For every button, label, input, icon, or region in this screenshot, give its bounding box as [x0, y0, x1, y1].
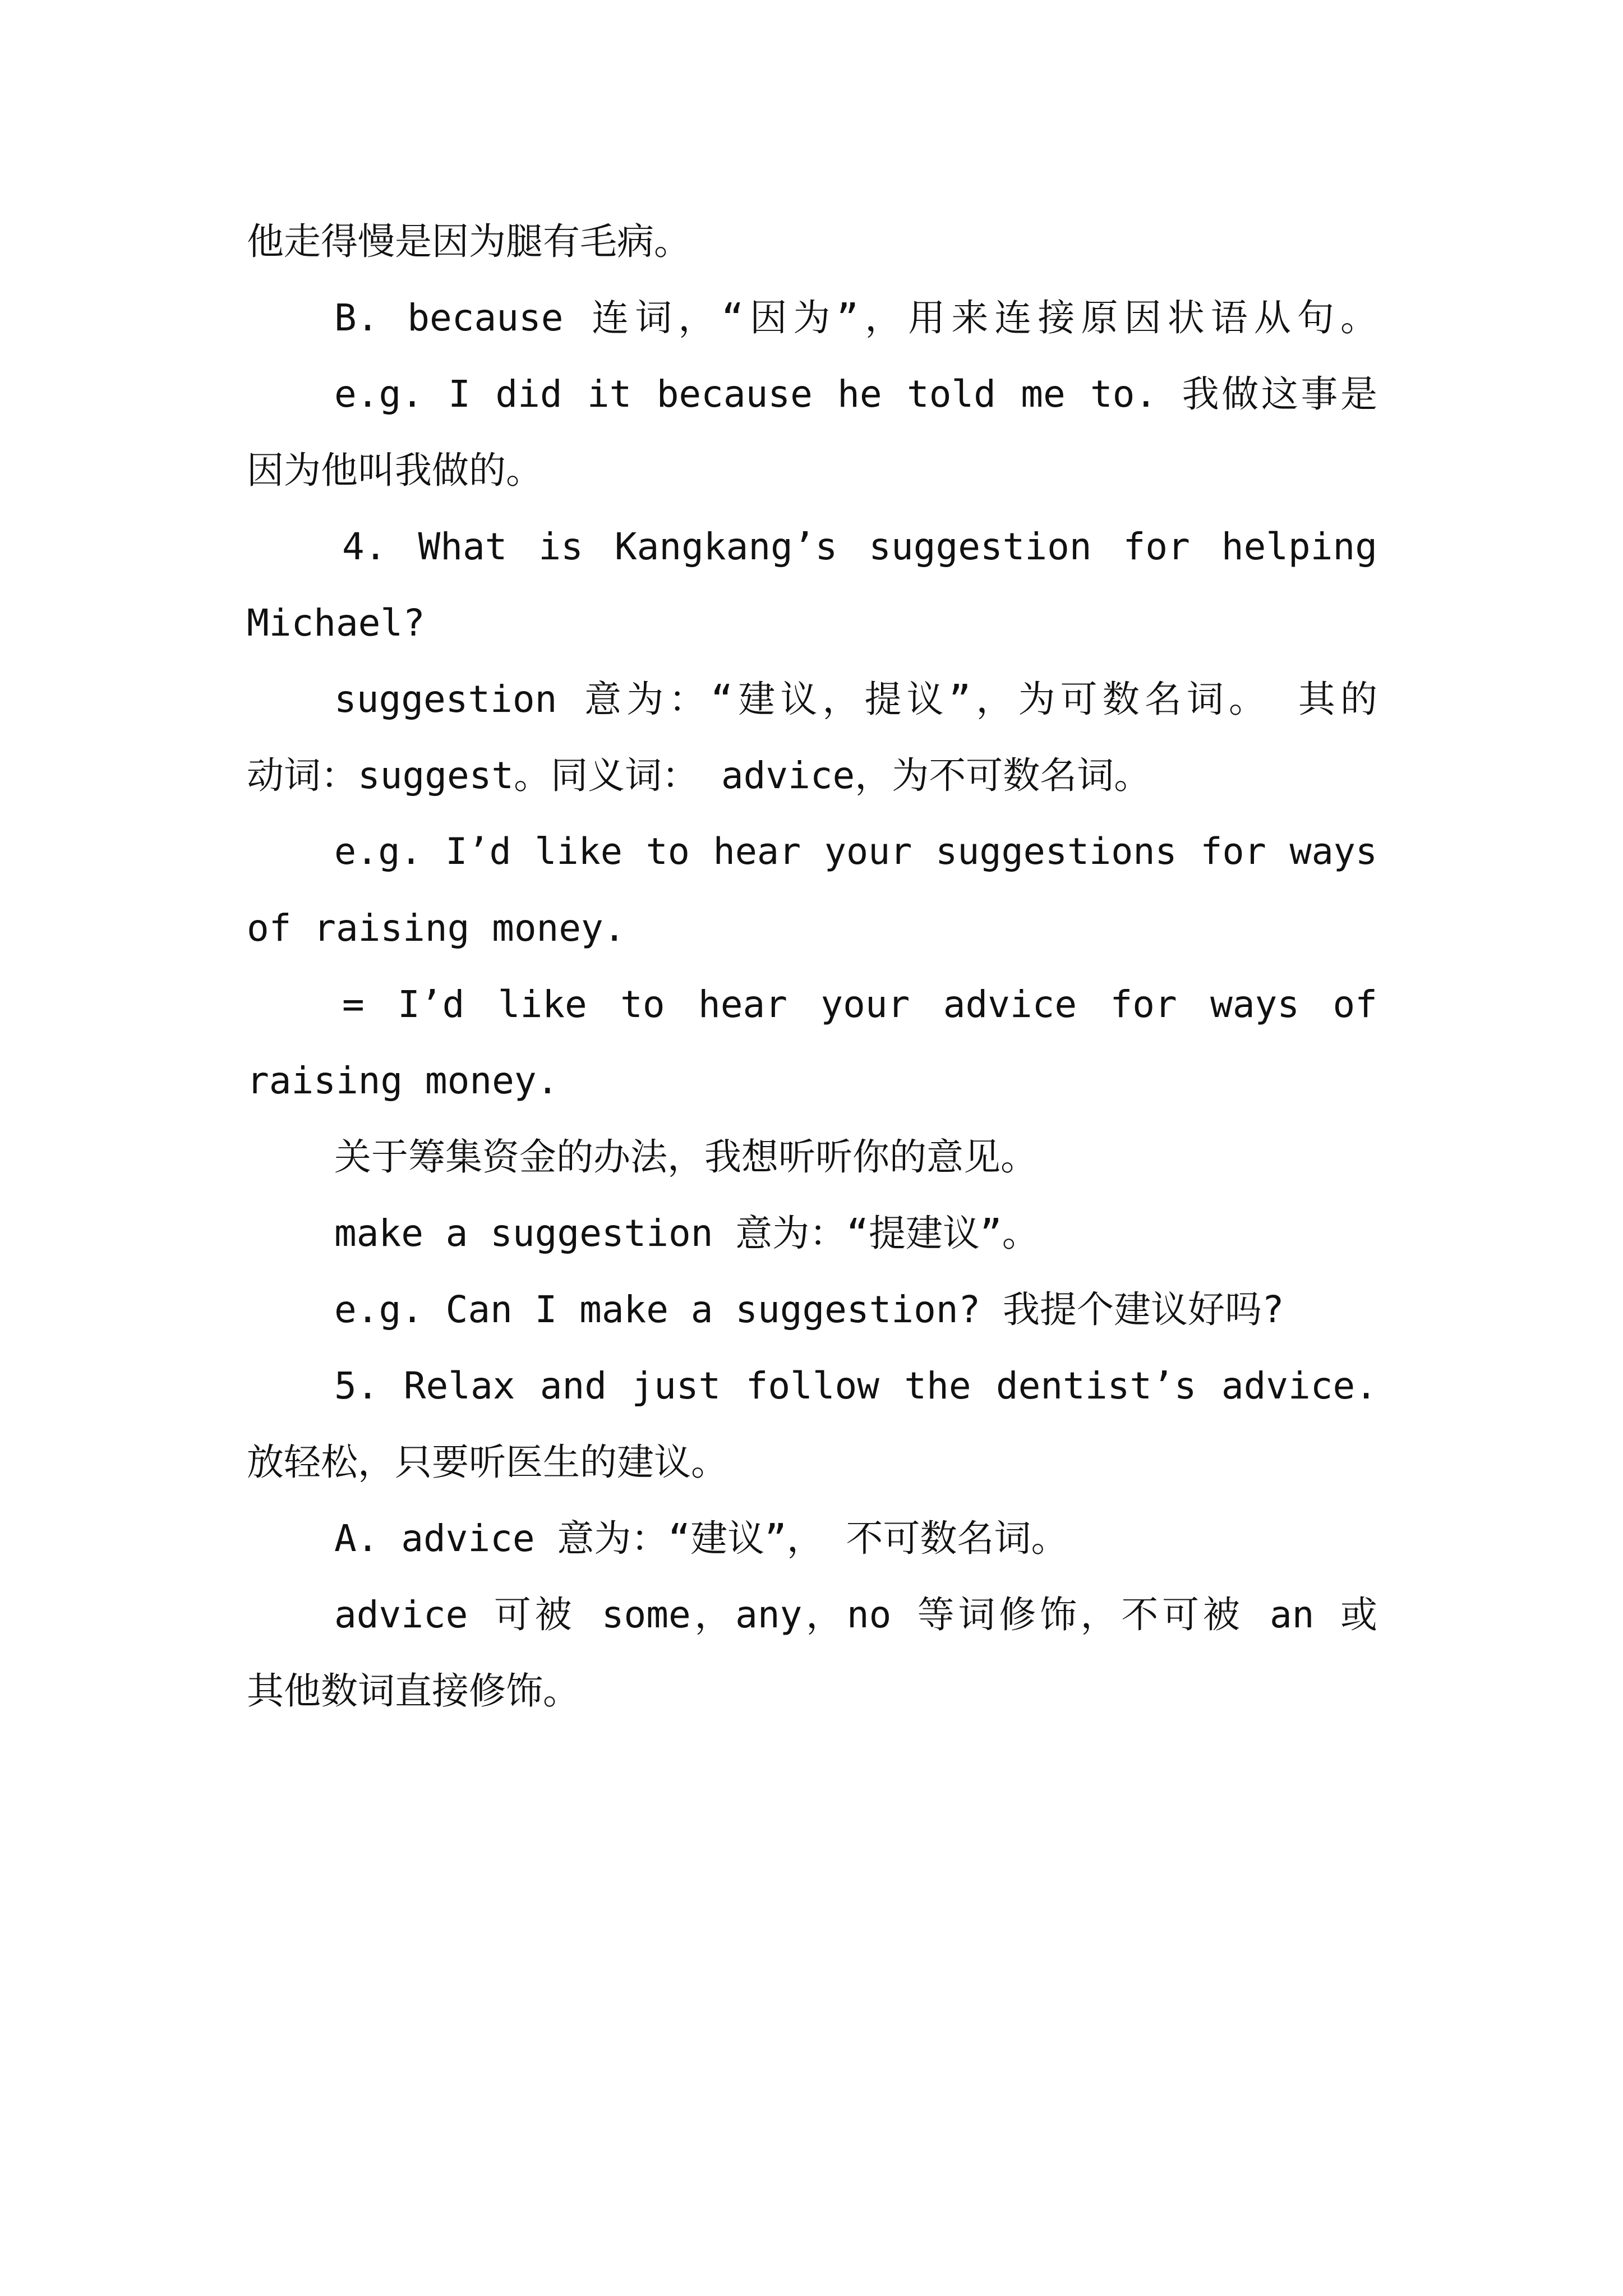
- text-line: A. advice 意为：“建议”， 不可数名词。: [334, 1517, 1068, 1560]
- text-line: = I’d like to hear your advice for ways of: [342, 983, 1377, 1026]
- text-line: of raising money.: [247, 907, 626, 950]
- text-line: suggestion 意为：“建议，提议”，为可数名词。 其的: [334, 678, 1377, 721]
- text-line: advice 可被 some，any，no 等词修饰，不可被 an 或: [334, 1593, 1377, 1636]
- text-line: 因为他叫我做的。: [247, 449, 543, 492]
- text-line: e.g. I’d like to hear your suggestions for ways: [334, 831, 1377, 873]
- text-line: Michael?: [247, 601, 425, 645]
- text-line: e.g. Can I make a suggestion? 我提个建议好吗?: [334, 1288, 1284, 1331]
- text-line: 关于筹集资金的办法，我想听听你的意见。: [334, 1135, 1038, 1179]
- text-line: B. because 连词，“因为”，用来连接原因状语从句。: [334, 296, 1377, 339]
- text-line: 动词：suggest。同义词： advice，为不可数名词。: [247, 754, 1151, 797]
- text-line: 他走得慢是因为腿有毛病。: [247, 220, 691, 263]
- text-line: 其他数词直接修饰。: [247, 1669, 580, 1713]
- text-line: raising money.: [247, 1059, 559, 1102]
- text-line: 放轻松，只要听医生的建议。: [247, 1441, 728, 1484]
- text-line: make a suggestion 意为：“提建议”。: [334, 1212, 1039, 1255]
- text-line: e.g. I did it because he told me to. 我做这事是: [334, 372, 1377, 416]
- text-line: 5. Relax and just follow the dentist’s advice.: [334, 1364, 1377, 1407]
- text-line: 4. What is Kangkang’s suggestion for helping: [342, 525, 1377, 568]
